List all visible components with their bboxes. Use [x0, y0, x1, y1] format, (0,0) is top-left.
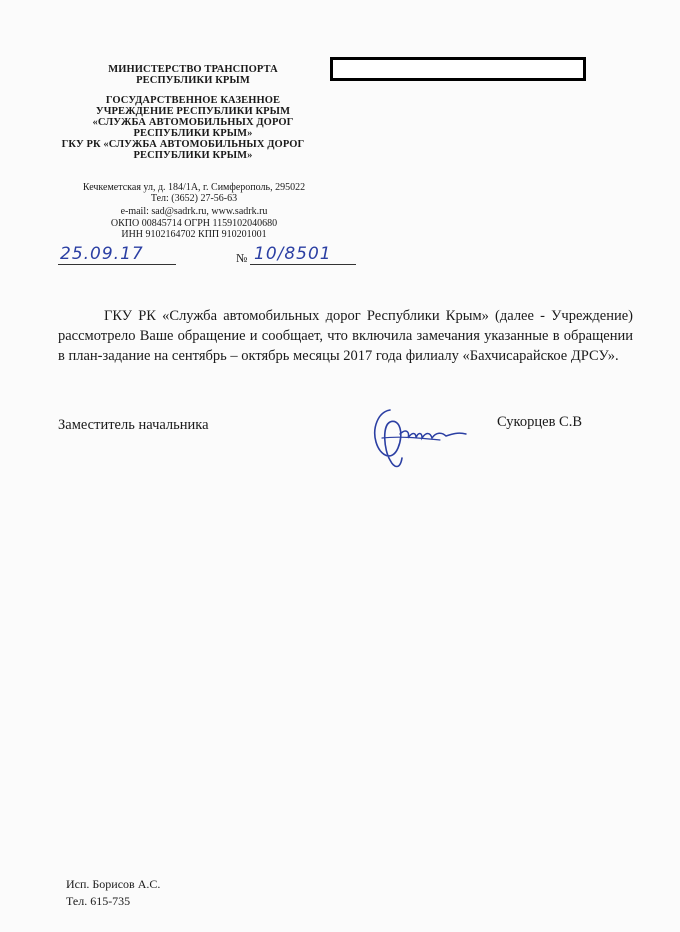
okpo-line: ОКПО 00845714 ОГРН 1159102040680	[110, 217, 278, 229]
letterhead-line: УЧРЕЖДЕНИЕ РЕСПУБЛИКИ КРЫМ	[95, 106, 291, 117]
address-line: Кечкеметская ул, д. 184/1А, г. Симферополь, 295022	[82, 182, 306, 193]
number-underline	[250, 264, 356, 265]
letterhead-line: МИНИСТЕРСТВО ТРАНСПОРТА	[108, 64, 278, 75]
email-line: e-mail: sad@sadrk.ru, www.sadrk.ru	[120, 206, 268, 218]
outgoing-reference	[58, 244, 332, 268]
letter-body	[58, 306, 633, 366]
handwritten-date: 25.09.17	[60, 244, 144, 264]
letterhead-line: РЕСПУБЛИКИ КРЫМ»	[133, 150, 253, 161]
signatory-title: Заместитель начальника	[58, 417, 209, 433]
handwritten-number: 10/8501	[254, 244, 332, 264]
redacted-recipient-box	[330, 57, 586, 81]
executor-phone: Тел. 615-735	[66, 894, 131, 908]
letterhead-line: ГКУ РК «СЛУЖБА АВТОМОБИЛЬНЫХ ДОРОГ	[61, 139, 305, 150]
number-sign: №	[236, 251, 248, 265]
date-underline	[58, 264, 176, 265]
phone-line: Тел: (3652) 27-56-63	[150, 193, 238, 205]
letterhead	[58, 64, 328, 161]
letterhead-line: ГОСУДАРСТВЕННОЕ КАЗЕННОЕ	[105, 95, 281, 106]
letterhead-line: РЕСПУБЛИКИ КРЫМ	[136, 75, 250, 86]
executor-name: Исп. Борисов А.С.	[66, 877, 161, 891]
letterhead-line: «СЛУЖБА АВТОМОБИЛЬНЫХ ДОРОГ	[92, 117, 294, 128]
handwritten-signature	[360, 398, 470, 478]
executor-footer	[66, 876, 160, 910]
letterhead-address	[64, 182, 324, 240]
signatory-name: Сукорцев С.В	[497, 414, 583, 430]
body-paragraph: ГКУ РК «Служба автомобильных дорог Республики Крым» (далее - Учреждение) рассмотрело Ваше обращение и сообщает, что включила замечания указанные в обращении в план-задание на сентябрь – октябрь месяцы 2017 года филиалу «Бахчисарайское ДРСУ».	[58, 308, 633, 364]
letterhead-line: РЕСПУБЛИКИ КРЫМ»	[133, 128, 253, 139]
inn-line: ИНН 9102164702 КПП 910201001	[121, 228, 267, 240]
